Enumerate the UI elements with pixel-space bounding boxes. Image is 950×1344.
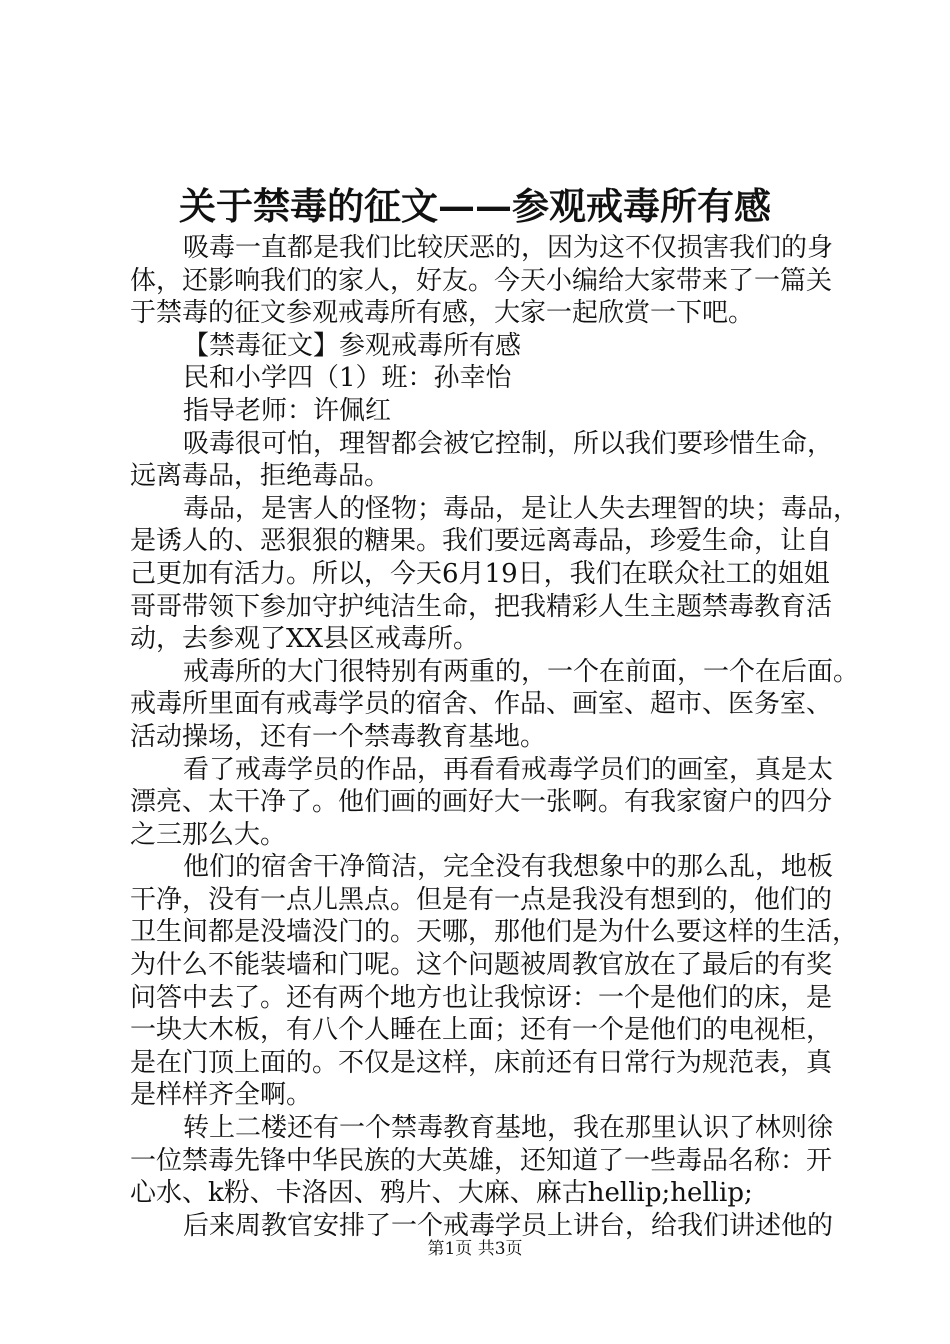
text-line: 卫生间都是没墙没门的。天哪，那他们是为什么要这样的生活， bbox=[130, 917, 859, 948]
paragraph-body-6 bbox=[0, 1112, 950, 1210]
document-title: 关于禁毒的征文——参观戒毒所有感 bbox=[179, 184, 771, 228]
text-line: 后来周教官安排了一个戒毒学员上讲台，给我们讲述他的 bbox=[183, 1210, 834, 1241]
text-line: 民和小学四（1）班：孙幸怡 bbox=[183, 363, 512, 394]
text-line: 体，还影响我们的家人，好友。今天小编给大家带来了一篇关 bbox=[130, 265, 833, 296]
paragraph-intro bbox=[0, 232, 950, 330]
paragraph-essay-heading bbox=[0, 330, 950, 363]
paragraph-body-2 bbox=[0, 493, 950, 656]
text-line: 是样样齐全啊。 bbox=[130, 1080, 313, 1111]
text-line: 于禁毒的征文参观戒毒所有感，大家一起欣赏一下吧。 bbox=[130, 298, 755, 329]
text-line: 为什么不能装墙和门呢。这个问题被周教官放在了最后的有奖 bbox=[130, 950, 833, 981]
text-line: 干净，没有一点儿黑点。但是有一点是我没有想到的，他们的 bbox=[130, 884, 833, 915]
paragraph-teacher bbox=[0, 395, 950, 428]
text-line: 哥哥带领下参加守护纯洁生命，把我精彩人生主题禁毒教育活 bbox=[130, 591, 833, 622]
paragraph-author bbox=[0, 362, 950, 395]
text-line: 活动操场，还有一个禁毒教育基地。 bbox=[130, 721, 547, 752]
text-line: 是在门顶上面的。不仅是这样，床前还有日常行为规范表，真 bbox=[130, 1047, 833, 1078]
paragraph-body-1 bbox=[0, 428, 950, 493]
text-line: 远离毒品，拒绝毒品。 bbox=[130, 461, 391, 492]
text-line: 动，去参观了XX县区戒毒所。 bbox=[130, 624, 480, 655]
text-line: 毒品，是害人的怪物；毒品，是让人失去理智的块；毒品， bbox=[183, 493, 860, 524]
text-line: 问答中去了。还有两个地方也让我惊讶：一个是他们的床，是 bbox=[130, 982, 833, 1013]
text-line: 戒毒所的大门很特别有两重的，一个在前面，一个在后面。 bbox=[183, 656, 860, 687]
text-line: 漂亮、太干净了。他们画的画好大一张啊。有我家窗户的四分 bbox=[130, 787, 833, 818]
paragraph-body-5 bbox=[0, 851, 950, 1112]
text-line: 一位禁毒先锋中华民族的大英雄，还知道了一些毒品名称：开 bbox=[130, 1145, 833, 1176]
text-line: 一块大木板，有八个人睡在上面；还有一个是他们的电视柜， bbox=[130, 1015, 833, 1046]
text-line: 指导老师：许佩红 bbox=[183, 395, 392, 426]
text-line: 转上二楼还有一个禁毒教育基地，我在那里认识了林则徐 bbox=[183, 1113, 834, 1144]
text-line: 之三那么大。 bbox=[130, 819, 287, 850]
text-line: 是诱人的、恶狠狠的糖果。我们要远离毒品，珍爱生命，让自 bbox=[130, 526, 833, 557]
text-line: 【禁毒征文】参观戒毒所有感 bbox=[183, 330, 522, 361]
text-line: 己更加有活力。所以，今天6月19日，我们在联众社工的姐姐 bbox=[130, 558, 830, 589]
text-line: 心水、k粉、卡洛因、鸦片、大麻、麻古hellip;hellip; bbox=[130, 1178, 753, 1209]
text-line: 看了戒毒学员的作品，再看看戒毒学员们的画室，真是太 bbox=[183, 754, 834, 785]
text-line: 他们的宿舍干净简洁，完全没有我想象中的那么乱，地板 bbox=[183, 852, 834, 883]
document-body bbox=[0, 232, 950, 1242]
text-line: 吸毒一直都是我们比较厌恶的，因为这不仅损害我们的身 bbox=[183, 233, 834, 263]
page-number-footer: 第1页 共3页 bbox=[427, 1239, 523, 1259]
paragraph-body-4 bbox=[0, 754, 950, 852]
paragraph-body-3 bbox=[0, 656, 950, 754]
text-line: 吸毒很可怕，理智都会被它控制，所以我们要珍惜生命， bbox=[183, 428, 834, 459]
text-line: 戒毒所里面有戒毒学员的宿舍、作品、画室、超市、医务室、 bbox=[130, 689, 833, 720]
